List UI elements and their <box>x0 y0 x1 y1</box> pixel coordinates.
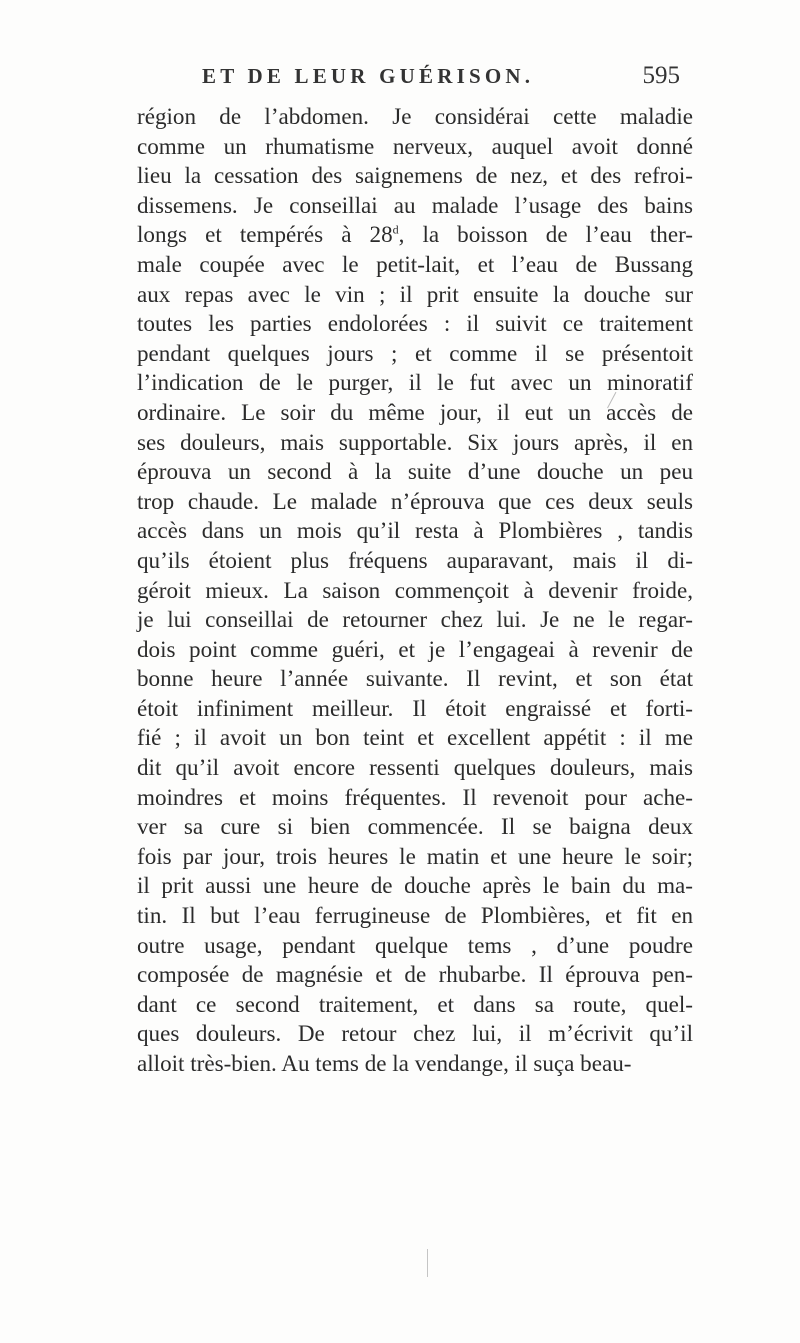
page-number: 595 <box>642 62 680 89</box>
text-line: dit qu’il avoit encore ressenti quelques douleurs, mais <box>137 754 693 781</box>
text-line: dois point comme guéri, et je l’engageai à revenir de <box>137 635 693 662</box>
text-line: outre usage, pendant quelque tems , d’une poudre <box>137 931 693 958</box>
text-line: étoit infiniment meilleur. Il étoit engraissé et forti- <box>137 694 693 721</box>
text-segment: , la boisson de l’eau ther- <box>398 221 693 248</box>
text-line: ordinaire. Le soir du même jour, il eut un accès de <box>137 398 693 425</box>
text-line: l’indication de le purger, il le fut avec un minoratif <box>137 369 693 396</box>
text-line: bonne heure l’année suivante. Il revint, et son état <box>137 665 693 692</box>
page-header <box>202 62 680 94</box>
text-line: lieu la cessation des saignemens de nez, et des refroi- <box>137 162 693 189</box>
text-line: fié ; il avoit un bon teint et excellent appétit : il me <box>137 724 693 751</box>
text-line: éprouva un second à la suite d’une douche un peu <box>137 458 693 485</box>
text-segment: longs et tempérés à 28 <box>137 221 393 248</box>
text-line: aux repas avec le vin ; il prit ensuite la douche sur <box>137 280 693 307</box>
text-line: male coupée avec le petit-lait, et l’eau de Bussang <box>137 250 693 277</box>
text-line: géroit mieux. La saison commençoit à devenir froide, <box>137 576 693 603</box>
text-line: toutes les parties endolorées : il suivit ce traitement <box>137 310 693 337</box>
text-line: dissemens. Je conseillai au malade l’usage des bains <box>137 191 693 218</box>
text-line: alloit très-bien. Au tems de la vendange, il suça beau- <box>137 1050 632 1076</box>
text-line: je lui conseillai de retourner chez lui. Je ne le regar- <box>137 606 693 633</box>
text-line: accès dans un mois qu’il resta à Plombières , tandis <box>137 517 693 544</box>
text-line: qu’ils étoient plus fréquens auparavant, mais il di- <box>137 546 693 573</box>
paper-crease-mark <box>427 1249 428 1277</box>
text-line: moindres et moins fréquentes. Il revenoit pour ache- <box>137 783 693 810</box>
text-line: trop chaude. Le malade n’éprouva que ces deux seuls <box>137 487 693 514</box>
superscript-degree-mark: d <box>392 222 399 237</box>
text-line: dant ce second traitement, et dans sa route, quel- <box>137 990 693 1017</box>
text-line: composée de magnésie et de rhubarbe. Il éprouva pen- <box>137 961 693 988</box>
text-line-with-superscript <box>137 220 693 250</box>
text-line: ses douleurs, mais supportable. Six jours après, il en <box>137 428 693 455</box>
text-line: tin. Il but l’eau ferrugineuse de Plombières, et fit en <box>137 902 693 929</box>
text-line: ques douleurs. De retour chez lui, il m’écrivit qu’il <box>137 1020 693 1047</box>
text-line: fois par jour, trois heures le matin et une heure le soir; <box>137 842 693 869</box>
body-text <box>137 102 693 1079</box>
running-head: ET DE LEUR GUÉRISON. <box>202 64 535 88</box>
text-line: il prit aussi une heure de douche après le bain du ma- <box>137 872 693 899</box>
text-line: pendant quelques jours ; et comme il se présentoit <box>137 339 693 366</box>
text-line: ver sa cure si bien commencée. Il se baigna deux <box>137 813 693 840</box>
text-line: comme un rhumatisme nerveux, auquel avoit donné <box>137 132 693 159</box>
text-line: région de l’abdomen. Je considérai cette maladie <box>137 103 693 129</box>
